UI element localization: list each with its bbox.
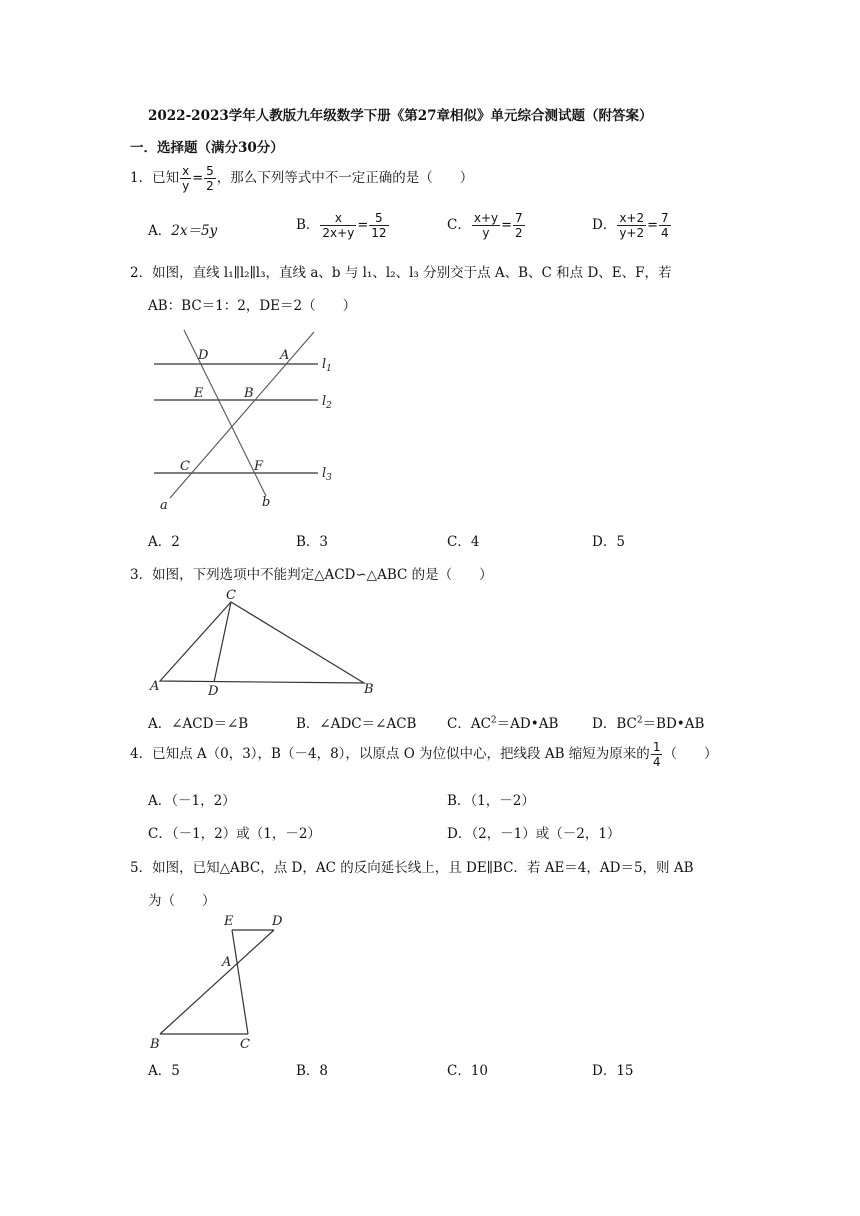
q4-fraction: $\frac{1}{4}$	[652, 740, 661, 769]
q2-option-a[interactable]: A．2	[148, 534, 180, 550]
label-C: C	[240, 1037, 250, 1052]
label-B: B	[364, 682, 374, 697]
question-4-stem: 4．已知点 A（0，3），B（－4，8），以原点 O 为位似中心，把线段 AB 缩短为原来的 $\frac{1}{4}$ （ ）	[130, 740, 718, 769]
q2-option-b[interactable]: B．3	[296, 534, 329, 550]
q5-option-b[interactable]: B．8	[296, 1063, 329, 1079]
q4-option-b[interactable]: B．（1，－2）	[447, 793, 535, 809]
label-A: A	[150, 679, 160, 694]
q5-option-d[interactable]: D．15	[592, 1063, 634, 1079]
q1-value: $\frac{5}{2}$	[206, 164, 214, 193]
question-2-stem-line1: 2．如图，直线 l₁∥l₂∥l₃，直线 a、b 与 l₁、l₂、l₃ 分别交于点 A、B、C 和点 D、E、F，若	[130, 265, 672, 281]
q1-option-b[interactable]: B． $\frac{x}{2x+y}$ = $\frac{5}{12}$	[296, 211, 387, 240]
q1-equals: =	[192, 171, 204, 186]
label-D: D	[208, 684, 219, 698]
q5-option-c[interactable]: C．10	[447, 1063, 489, 1079]
q1-option-a[interactable]: A．2x＝5y	[148, 223, 218, 239]
q5-figure	[142, 910, 302, 1058]
question-2-stem-line2: AB：BC＝1：2，DE＝2（ ）	[148, 298, 357, 314]
label-B: B	[150, 1037, 160, 1052]
q3-option-b[interactable]: B．∠ADC＝∠ACB	[296, 716, 417, 732]
section-heading: 一．选择题（满分30分）	[130, 140, 284, 156]
label-a: a	[160, 498, 168, 513]
label-A: A	[280, 348, 290, 363]
label-D: D	[198, 348, 209, 363]
question-1-stem	[130, 164, 473, 193]
q5-option-a[interactable]: A．5	[148, 1063, 180, 1079]
label-E: E	[194, 386, 204, 401]
q1-fraction: $\frac{x}{y}$	[182, 164, 190, 193]
q1-prefix: 1．已知	[130, 170, 180, 186]
label-l1: $l_1$	[322, 357, 332, 374]
q3-option-c[interactable]: C．$AC^2=AD•AB$	[447, 715, 559, 732]
q1-option-c[interactable]: C． $\frac{x+y}{y}$ = $\frac{7}{2}$	[447, 211, 523, 240]
document-title: 2022-2023学年人教版九年级数学下册《第27章相似》单元综合测试题（附答案）	[148, 108, 653, 124]
q2-parallel-lines-figure	[146, 326, 356, 516]
q2-option-d[interactable]: D．5	[592, 534, 625, 550]
label-l2: $l_2$	[322, 394, 332, 411]
question-5-stem-line2: 为（ ）	[148, 893, 216, 909]
label-A: A	[222, 955, 232, 970]
q4-option-c[interactable]: C．（－1，2）或（1，－2）	[148, 826, 321, 842]
question-5-stem-line1: 5．如图，已知△ABC，点 D，AC 的反向延长线上，且 DE∥BC．若 AE＝4，AD＝5，则 AB	[130, 860, 694, 876]
label-l3: $l_3$	[322, 466, 332, 483]
q4-option-a[interactable]: A．（－1，2）	[148, 793, 236, 809]
label-D: D	[272, 914, 283, 929]
label-b: b	[262, 495, 271, 510]
q4-option-d[interactable]: D．（2，－1）或（－2，1）	[447, 826, 621, 842]
q2-option-c[interactable]: C．4	[447, 534, 480, 550]
q1-option-d[interactable]: D． $\frac{x+2}{y+2}$ = $\frac{7}{4}$	[592, 211, 669, 240]
question-3-stem: 3．如图，下列选项中不能判定△ACD∽△ABC 的是（ ）	[130, 567, 493, 583]
label-C: C	[180, 459, 190, 474]
q3-triangle-figure	[146, 586, 386, 698]
q1-suffix: ，那么下列等式中不一定正确的是（ ）	[216, 170, 474, 186]
label-C: C	[226, 588, 236, 603]
q3-option-d[interactable]: D．$BC^2=BD•AB$	[592, 715, 705, 732]
label-E: E	[224, 914, 234, 929]
q3-option-a[interactable]: A．∠ACD＝∠B	[148, 716, 249, 732]
label-F: F	[254, 459, 264, 474]
label-B: B	[244, 386, 254, 401]
